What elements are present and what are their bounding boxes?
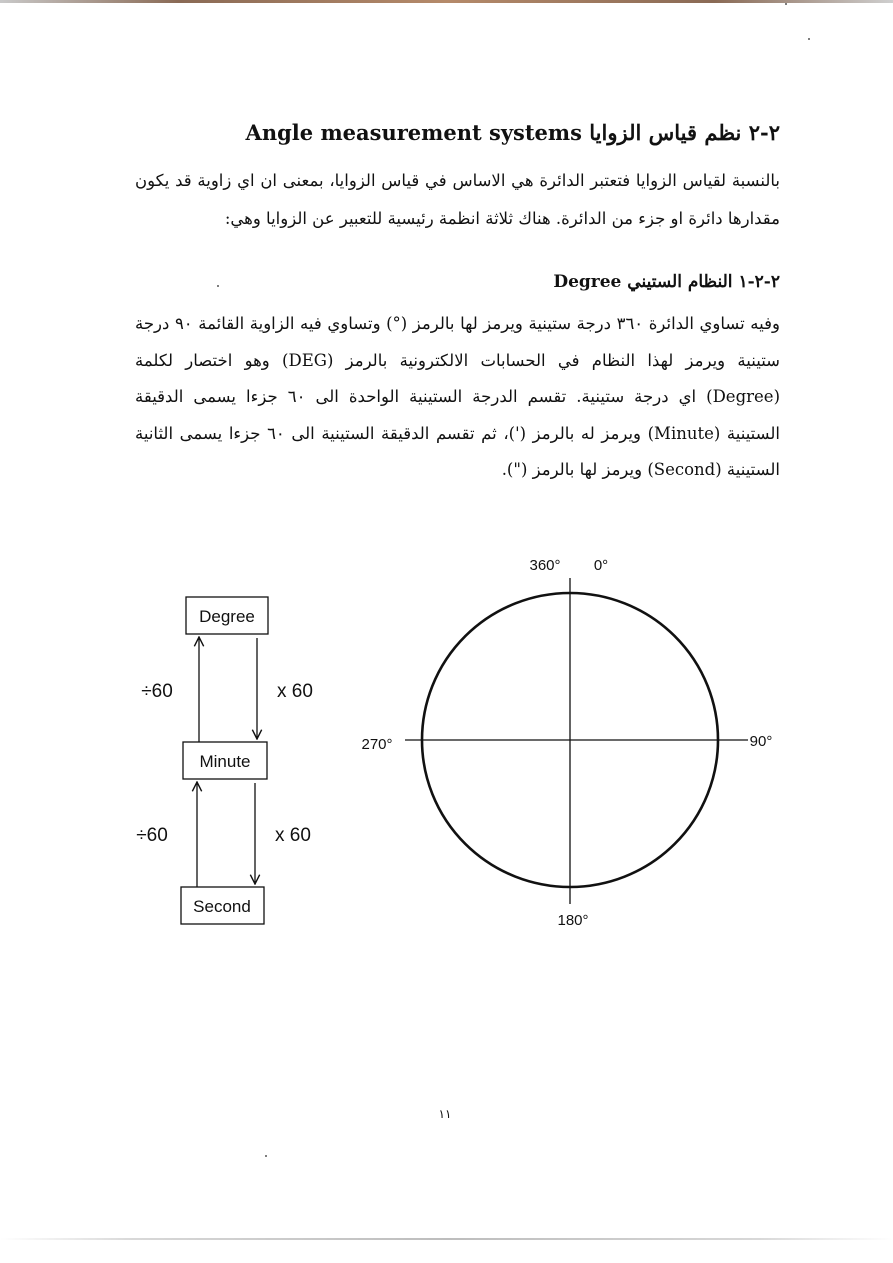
circle-diagram [361, 557, 772, 929]
multiply-60-label-lower: x 60 [275, 825, 311, 846]
subsection-heading: ٢-٢-١ النظام الستيني Degree [553, 272, 780, 292]
degree-paragraph: وفيه تساوي الدائرة ٣٦٠ درجة ستينية ويرمز لها بالرمز (°) وتساوي فيه الزاوية القائمة ٩٠ درجة ستينية ويرمز لهذا النظام في الحسابات الالكترونية بالرمز (DEG) وهو اختصار لكلمة (Degree) اي درجة ستينية. تقسم الدرجة الستينية الواحدة الى ٦٠ جزءا يسمى الدقيقة الستينية (Minute) ويرمز له بالرمز (')، ثم تقسم الدقيقة الستينية الى ٦٠ جزءا يسمى الثانية الستينية (Second) ويرمز لها بالرمز ("). [135, 314, 780, 479]
second-box-label: Second [193, 897, 251, 916]
divide-60-label-lower: ÷60 [136, 825, 168, 846]
conversion-diagram [136, 597, 313, 924]
label-180-degrees: 180° [557, 912, 589, 929]
section-heading: ٢-٢ نظم قياس الزوايا Angle measurement systems [245, 120, 780, 145]
label-0-degrees: 0° [593, 557, 609, 574]
label-270-degrees: 270° [361, 736, 393, 753]
divide-60-label-upper: ÷60 [141, 681, 173, 702]
page-number: ١١ [438, 1107, 452, 1121]
multiply-60-label-upper: x 60 [277, 681, 313, 702]
minute-box-label: Minute [199, 752, 251, 771]
label-90-degrees: 90° [749, 733, 773, 750]
label-360-degrees: 360° [529, 557, 561, 574]
degree-box-label: Degree [199, 607, 255, 626]
intro-paragraph: بالنسبة لقياس الزوايا فتعتبر الدائرة هي الاساس في قياس الزوايا، بمعنى ان اي زاوية قد يكون مقدارها دائرة او جزء من الدائرة. هناك ثلاثة انظمة رئيسية للتعبير عن الزوايا وهي: [135, 171, 780, 228]
